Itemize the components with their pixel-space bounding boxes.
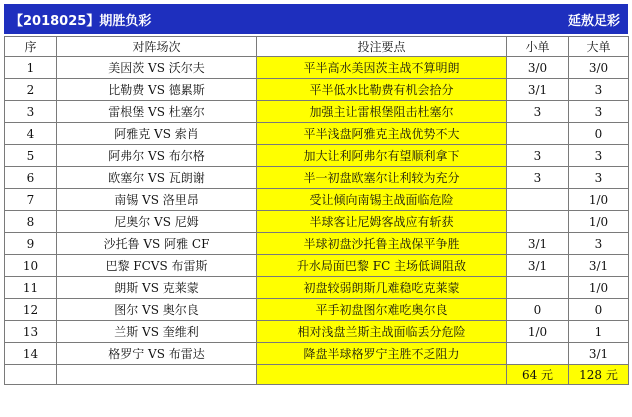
col-big-header: 大单: [569, 37, 629, 57]
row-match: 比勒费 VS 德累斯: [57, 79, 257, 101]
row-index: 5: [5, 145, 57, 167]
row-index: 3: [5, 101, 57, 123]
title-bar: [4, 4, 628, 34]
row-small-pick: [507, 211, 569, 233]
row-match: 兰斯 VS 奎维利: [57, 321, 257, 343]
row-match: 南锡 VS 洛里昂: [57, 189, 257, 211]
row-index: 4: [5, 123, 57, 145]
col-small-header: 小单: [507, 37, 569, 57]
row-index: 10: [5, 255, 57, 277]
row-index: 6: [5, 167, 57, 189]
row-big-pick: 0: [569, 299, 629, 321]
total-small: 64 元: [507, 365, 569, 385]
row-index: 8: [5, 211, 57, 233]
table-row: [5, 57, 629, 79]
row-match: 格罗宁 VS 布雷达: [57, 343, 257, 365]
row-match: 欧塞尔 VS 瓦朗谢: [57, 167, 257, 189]
total-blank-match: [57, 365, 257, 385]
row-match: 图尔 VS 奥尔良: [57, 299, 257, 321]
col-tip-header: 投注要点: [257, 37, 507, 57]
row-small-pick: 0: [507, 299, 569, 321]
table-body: [5, 57, 629, 365]
row-index: 2: [5, 79, 57, 101]
row-big-pick: 3/0: [569, 57, 629, 79]
row-index: 1: [5, 57, 57, 79]
row-big-pick: 3/1: [569, 343, 629, 365]
table-row: [5, 321, 629, 343]
row-index: 11: [5, 277, 57, 299]
row-small-pick: 3: [507, 145, 569, 167]
row-small-pick: 3: [507, 101, 569, 123]
row-tip: 平半浅盘阿雅克主战优势不大: [257, 123, 507, 145]
author-label: 延敖足彩: [567, 13, 620, 29]
row-big-pick: 1/0: [569, 189, 629, 211]
row-tip: 降盘半球格罗宁主胜不乏阻力: [257, 343, 507, 365]
table-row: [5, 189, 629, 211]
table-row: [5, 233, 629, 255]
picks-table: [4, 36, 629, 385]
row-tip: 半球初盘沙托鲁主战保平争胜: [257, 233, 507, 255]
row-index: 9: [5, 233, 57, 255]
row-big-pick: 3/1: [569, 255, 629, 277]
row-index: 12: [5, 299, 57, 321]
row-tip: 加强主让雷根堡阻击杜塞尔: [257, 101, 507, 123]
table-row: [5, 255, 629, 277]
row-tip: 半一初盘欧塞尔让利较为充分: [257, 167, 507, 189]
total-blank-index: [5, 365, 57, 385]
table-row: [5, 277, 629, 299]
row-tip: 平半高水美因茨主战不算明朗: [257, 57, 507, 79]
table-row: [5, 167, 629, 189]
row-small-pick: [507, 277, 569, 299]
row-small-pick: 3/1: [507, 255, 569, 277]
row-small-pick: 3/1: [507, 79, 569, 101]
row-match: 尼奥尔 VS 尼姆: [57, 211, 257, 233]
row-small-pick: [507, 123, 569, 145]
row-small-pick: [507, 189, 569, 211]
row-match: 朗斯 VS 克莱蒙: [57, 277, 257, 299]
row-big-pick: 3: [569, 145, 629, 167]
col-match-header: 对阵场次: [57, 37, 257, 57]
row-small-pick: 1/0: [507, 321, 569, 343]
row-tip: 相对浅盘兰斯主战面临丢分危险: [257, 321, 507, 343]
table-row: [5, 343, 629, 365]
row-big-pick: 3: [569, 233, 629, 255]
row-match: 阿雅克 VS 索肖: [57, 123, 257, 145]
row-small-pick: [507, 343, 569, 365]
row-big-pick: 3: [569, 101, 629, 123]
row-index: 13: [5, 321, 57, 343]
issue-title: 【2018025】期胜负彩: [10, 13, 152, 29]
row-small-pick: 3/0: [507, 57, 569, 79]
row-big-pick: 3: [569, 167, 629, 189]
total-blank-tip: [257, 365, 507, 385]
table-row: [5, 211, 629, 233]
row-big-pick: 1: [569, 321, 629, 343]
col-index-header: 序: [5, 37, 57, 57]
row-match: 沙托鲁 VS 阿雅 CF: [57, 233, 257, 255]
row-match: 巴黎 FCVS 布雷斯: [57, 255, 257, 277]
row-match: 雷根堡 VS 杜塞尔: [57, 101, 257, 123]
table-row: [5, 145, 629, 167]
total-big: 128 元: [569, 365, 629, 385]
total-row: [5, 365, 629, 385]
row-tip: 加大让利阿弗尔有望顺利拿下: [257, 145, 507, 167]
header-row: [5, 37, 629, 57]
row-index: 14: [5, 343, 57, 365]
row-big-pick: 1/0: [569, 211, 629, 233]
row-big-pick: 3: [569, 79, 629, 101]
row-tip: 平半低水比勒费有机会拾分: [257, 79, 507, 101]
row-index: 7: [5, 189, 57, 211]
table-row: [5, 101, 629, 123]
row-tip: 半球客让尼姆客战应有斩获: [257, 211, 507, 233]
row-big-pick: 0: [569, 123, 629, 145]
row-small-pick: 3/1: [507, 233, 569, 255]
row-small-pick: 3: [507, 167, 569, 189]
row-match: 美因茨 VS 沃尔夫: [57, 57, 257, 79]
row-match: 阿弗尔 VS 布尔格: [57, 145, 257, 167]
row-tip: 平手初盘图尔难吃奥尔良: [257, 299, 507, 321]
row-big-pick: 1/0: [569, 277, 629, 299]
row-tip: 受让倾向南锡主战面临危险: [257, 189, 507, 211]
table-row: [5, 123, 629, 145]
table-row: [5, 299, 629, 321]
row-tip: 升水局面巴黎 FC 主场低调阻敌: [257, 255, 507, 277]
row-tip: 初盘较弱朗斯几难稳吃克莱蒙: [257, 277, 507, 299]
table-row: [5, 79, 629, 101]
